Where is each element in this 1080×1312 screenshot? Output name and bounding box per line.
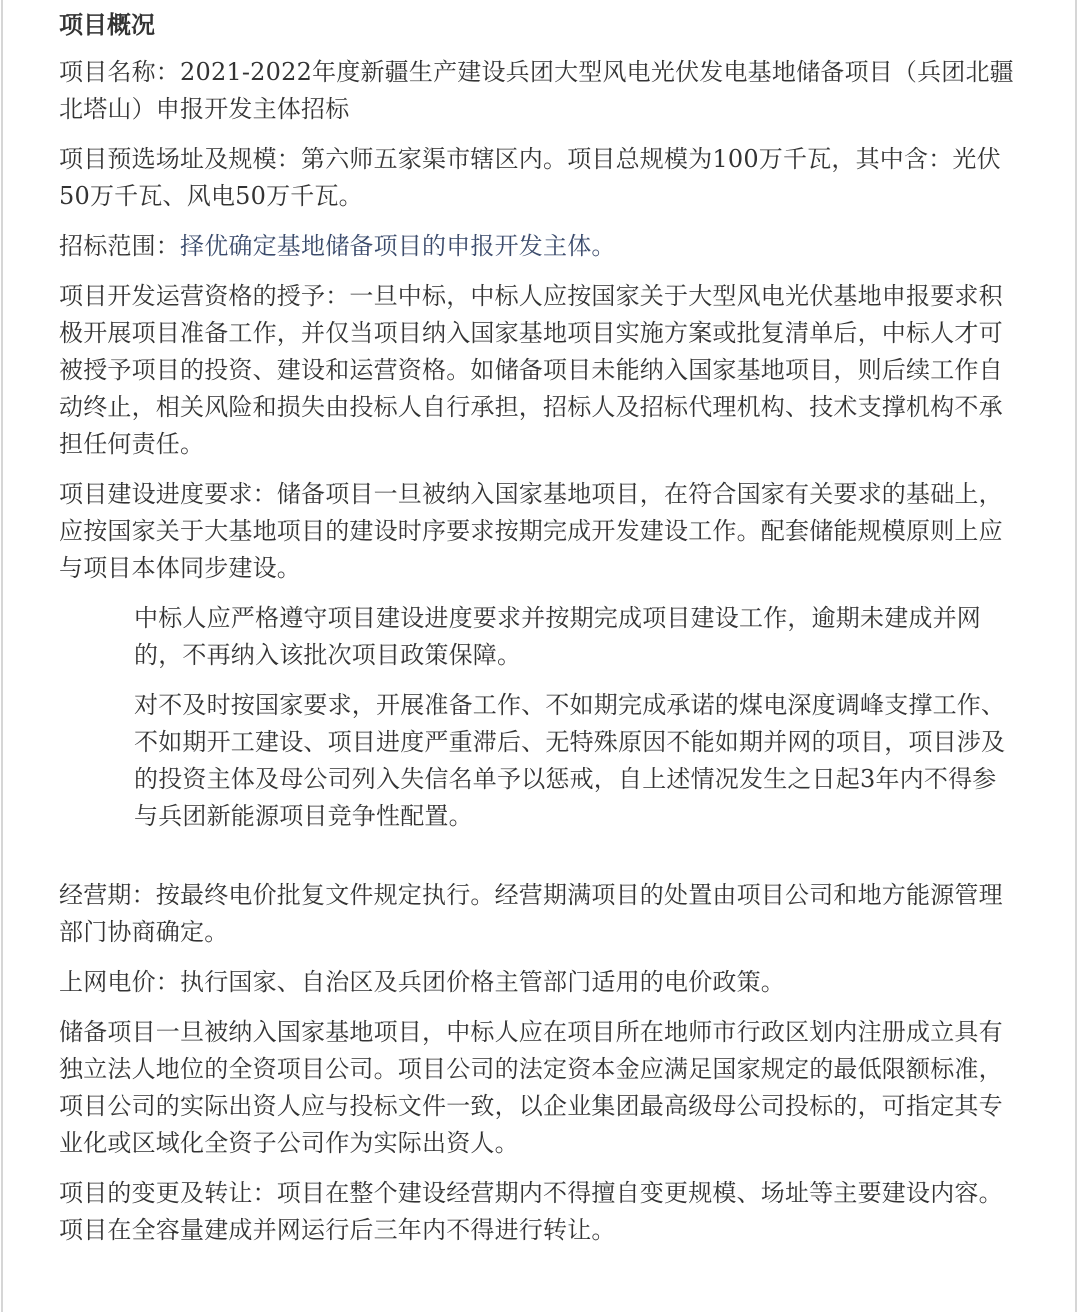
grid-price-paragraph: 上网电价：执行国家、自治区及兵团价格主管部门适用的电价政策。 <box>59 968 785 996</box>
project-company-paragraph: 储备项目一旦被纳入国家基地项目，中标人应在项目所在地师市行政区划内注册成立具有独立法人地位的全资项目公司。项目公司的法定资本金应满足国家规定的最低限额标准，项目公司的实际出资人应与投标文件一致，以企业集团最高级母公司投标的，可指定其专业化或区域化全资子公司作为实际出资人。 <box>59 1018 1003 1157</box>
progress-sub-paragraph-2: 对不及时按国家要求，开展准备工作、不如期完成承诺的煤电深度调峰支撑工作、不如期开工建设、项目进度严重滞后、无特殊原因不能如期并网的项目，项目涉及的投资主体及母公司列入失信名单予以惩戒，自上述情况发生之日起3年内不得参与兵团新能源项目竞争性配置。 <box>134 691 1006 830</box>
progress-paragraph: 项目建设进度要求：储备项目一旦被纳入国家基地项目，在符合国家有关要求的基础上，应按国家关于大基地项目的建设时序要求按期完成开发建设工作。配套储能规模原则上应与项目本体同步建设。 <box>59 480 1003 582</box>
operation-period-paragraph: 经营期：按最终电价批复文件规定执行。经营期满项目的处置由项目公司和地方能源管理部门协商确定。 <box>59 881 1003 946</box>
bid-scope-value: 择优确定基地储备项目的申报开发主体。 <box>180 232 616 260</box>
bid-scope-paragraph <box>59 228 1025 265</box>
project-site-paragraph: 项目预选场址及规模：第六师五家渠市辖区内。项目总规模为100万千瓦，其中含：光伏50万千瓦、风电50万千瓦。 <box>59 145 1001 210</box>
progress-sub-paragraph-1: 中标人应严格遵守项目建设进度要求并按期完成项目建设工作，逾期未建成并网的，不再纳入该批次项目政策保障。 <box>134 604 981 669</box>
bid-scope-label: 招标范围： <box>59 232 180 260</box>
section-title: 项目概况 <box>59 10 155 39</box>
document-body <box>59 5 1025 1262</box>
project-name-paragraph: 项目名称：2021-2022年度新疆生产建设兵团大型风电光伏发电基地储备项目（兵团北疆北塔山）申报开发主体招标 <box>59 58 1014 123</box>
change-transfer-paragraph: 项目的变更及转让：项目在整个建设经营期内不得擅自变更规模、场址等主要建设内容。项目在全容量建成并网运行后三年内不得进行转让。 <box>59 1179 1003 1244</box>
qualification-paragraph: 项目开发运营资格的授予：一旦中标，中标人应按国家关于大型风电光伏基地申报要求积极开展项目准备工作，并仅当项目纳入国家基地项目实施方案或批复清单后，中标人才可被授予项目的投资、建设和运营资格。如储备项目未能纳入国家基地项目，则后续工作自动终止，相关风险和损失由投标人自行承担，招标人及招标代理机构、技术支撑机构不承担任何责任。 <box>59 282 1003 458</box>
